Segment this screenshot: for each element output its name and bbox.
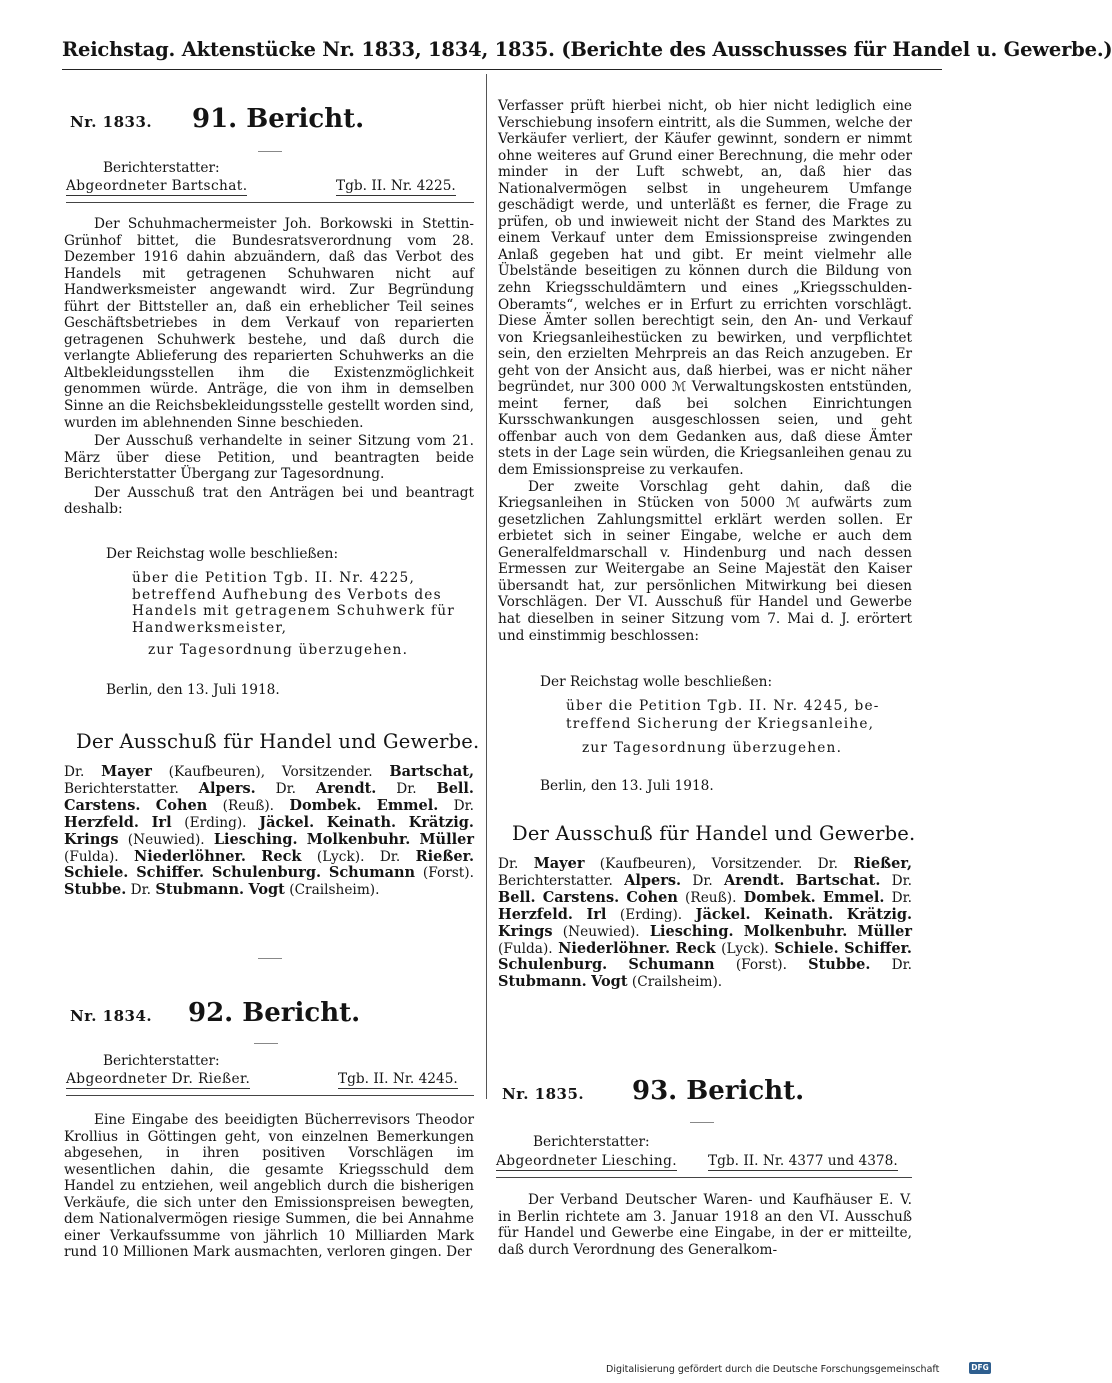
petition-reference: Tgb. II. Nr. 4245. (338, 1071, 458, 1087)
rapporteur-rule (496, 1177, 912, 1178)
column-divider (486, 74, 487, 1099)
resolution-text: treffend Sicherung der Kriegsanleihe, (566, 716, 875, 732)
committee-title: Der Ausschuß für Handel und Gewerbe. (512, 822, 916, 845)
paragraph: Der Ausschuß trat den Anträgen bei und beantragt deshalb: (64, 484, 474, 518)
resolution-text: über die Petition Tgb. II. Nr. 4225, betreffend Aufhebung des Verbots des Handels mit getragenem Schuhwerk für Handwerksmeister, (132, 570, 456, 636)
committee-title: Der Ausschuß für Handel und Gewerbe. (76, 730, 480, 753)
digitization-note: Digitalisierung gefördert durch die Deutsche Forschungsgemeinschaft (606, 1364, 940, 1375)
report-heading-1834 (62, 998, 474, 1030)
title-rule (254, 1043, 278, 1044)
resolution-action: zur Tagesordnung überzugehen. (148, 642, 409, 658)
report-heading-1835 (496, 1076, 912, 1108)
section-rule (258, 958, 282, 959)
report-body-continued (498, 98, 912, 644)
report-body (64, 216, 474, 518)
rapporteur-label: Berichterstatter: (103, 160, 220, 176)
resolution-intro: Der Reichstag wolle beschließen: (540, 674, 773, 690)
report-body (64, 1112, 474, 1261)
paragraph: Der Ausschuß verhandelte in seiner Sitzung vom 21. März über diese Petition, und beantragten beide Berichterstatter Übergang zur Tagesordnung. (64, 433, 474, 483)
rapporteur-label: Berichterstatter: (533, 1134, 650, 1150)
report-date: Berlin, den 13. Juli 1918. (106, 682, 280, 698)
paragraph: Der zweite Vorschlag geht dahin, daß die Kriegsanleihen in Stücken von 5000 ℳ aufwärts zum gesetzlichen Zahlungsmittel erklärt werden sollen. Er erbietet sich in seiner Eingabe, welche er auch dem Generalfeldmarschall v. Hindenburg und nach dessen Ermessen zur Weitergabe an Seine Majestät den Kaiser übersandt hat, zur persönlichen Mitwirkung bei diesen Vorschlägen. Der VI. Ausschuß für Handel und Gewerbe hat dieselben in seiner Sitzung vom 7. Mai d. J. erörtert und einstimmig beschlossen: (498, 478, 912, 644)
rapporteur-rule (66, 202, 474, 203)
report-date: Berlin, den 13. Juli 1918. (540, 778, 714, 794)
report-heading-1833 (62, 104, 474, 136)
rapporteur-rule (66, 1095, 474, 1096)
report-title: 93. Bericht. (632, 1076, 805, 1106)
paragraph: Verfasser prüft hierbei nicht, ob hier nicht lediglich eine Verschiebung insofern eintritt, als die Summen, welche der Verkäufer verliert, der Käufer gewinnt, sondern er nimmt ohne weiteres auf Grund einer Berechnung, die mehr oder minder in der Luft schwebt, an, daß hier das Nationalvermögen selbst in ungeheurem Umfange geschädigt werde, und unterläßt es ferner, die Frage zu prüfen, ob und inwieweit nicht der Stand des Marktes zu einem Verkauf unter dem Emissionspreise zwingenden Anlaß gegeben hat und gibt. Er meint vielmehr alle Übelstände beseitigen zu können durch die Bildung von zehn Kriegsschuldämtern und eines „Kriegsschulden-Oberamts“, welches er in Erfurt zu errichten vorschlägt. Diese Ämter sollen berechtigt sein, den An- und Verkauf von Kriegsanleihestücken zu bewirken, und verpflichtet sein, den erzielten Mehrpreis an das Reich anzugeben. Er geht von der Ansicht aus, daß hierbei, was er nicht näher begründet, nur 300 000 ℳ Verwaltungskosten entstünden, meint ferner, daß bei solchen Einrichtungen Kursschwankungen ausgeschlossen seien, und geht offenbar auch von dem Gedanken aus, daß diese Ämter stets in der Lage sein würden, die Kriegsanleihen genau zu dem Emissionspreise zu verkaufen. (498, 98, 912, 479)
header-rule (62, 69, 942, 70)
rapporteur-name: Abgeordneter Liesching. (496, 1153, 678, 1169)
paragraph: Der Verband Deutscher Waren- und Kaufhäuser E. V. in Berlin richtete am 3. Januar 1918 an den VI. Ausschuß für Handel und Gewerbe eine Eingabe, in der er mitteilte, daß durch Verordnung des Generalkom- (498, 1192, 912, 1258)
report-number: Nr. 1833. (70, 113, 153, 131)
resolution-action: zur Tagesordnung überzugehen. (582, 740, 843, 756)
committee-members: Dr. Mayer (Kaufbeuren), Vorsitzender. Dr. Rießer, Berichterstatter. Alpers. Dr. Arendt. Bartschat. Dr. Bell. Carstens. Cohen (Reuß). Dombek. Emmel. Dr. Herzfeld. Irl (Erding). Jäckel. Keinath. Krätzig. Krings (Neuwied). Liesching. Molkenbuhr. Müller (Fulda). Niederlöhner. Reck (Lyck). Schiele. Schiffer. Schulenburg. Schumann (Forst). Stubbe. Dr. Stubmann. Vogt (Crailsheim). (498, 855, 913, 991)
title-rule (258, 151, 282, 152)
running-head: Reichstag. Aktenstücke Nr. 1833, 1834, 1835. (Berichte des Ausschusses für Handel u. Gewerbe.) (62, 38, 1112, 61)
resolution-text: über die Petition Tgb. II. Nr. 4245, be- (566, 698, 880, 714)
rapporteur-name: Abgeordneter Bartschat. (66, 178, 248, 194)
committee-members: Dr. Mayer (Kaufbeuren), Vorsitzender. Bartschat, Berichterstatter. Alpers. Dr. Arendt. Dr. Bell. Carstens. Cohen (Reuß). Dombek. Emmel. Dr. Herzfeld. Irl (Erding). Jäckel. Keinath. Krätzig. Krings (Neuwied). Liesching. Molkenbuhr. Müller (Fulda). Niederlöhner. Reck (Lyck). Dr. Rießer. Schiele. Schiffer. Schulenburg. Schumann (Forst). Stubbe. Dr. Stubmann. Vogt (Crailsheim). (64, 763, 474, 899)
report-number: Nr. 1834. (70, 1007, 153, 1025)
dfg-logo: DFG (969, 1362, 991, 1374)
report-number: Nr. 1835. (502, 1085, 585, 1103)
rapporteur-label: Berichterstatter: (103, 1053, 220, 1069)
report-title: 92. Bericht. (188, 998, 361, 1028)
report-body (498, 1192, 912, 1258)
title-rule (690, 1122, 714, 1123)
petition-reference: Tgb. II. Nr. 4377 und 4378. (708, 1153, 898, 1169)
paragraph: Eine Eingabe des beeidigten Bücherrevisors Theodor Krollius in Göttingen geht, von einzelnen Bemerkungen abgesehen, in ihren positiven Vorschlägen im wesentlichen dahin, die gesamte Kriegsschuld dem Handel zu entziehen, weil angeblich durch die bisherigen Verkäufe, die sich unter den Emissionspreisen bewegten, dem Nationalvermögen riesige Summen, die bei Annahme einer Verkaufssumme von jährlich 10 Milliarden Mark rund 10 Millionen Mark ausmachten, verloren gingen. Der (64, 1112, 474, 1261)
paragraph: Der Schuhmachermeister Joh. Borkowski in Stettin-Grünhof bittet, die Bundesratsverordnung vom 28. Dezember 1916 dahin abzuändern, daß das Verbot des Handels mit getragenen Schuhwaren nicht auf Handwerksmeister angewandt wird. Zur Begründung führt der Bittsteller an, daß ein erheblicher Teil seines Geschäftsbetriebes in dem Verkauf von reparierten getragenen Schuhwerk bestehe, und daß durch die verlangte Ablieferung des reparierten Schuhwerks an die Altbekleidungsstellen ihm die Existenzmöglichkeit genommen würde. Anträge, die von ihm in demselben Sinne an die Reichsbekleidungsstelle gestellt worden sind, wurden im ablehnenden Sinne beschieden. (64, 216, 474, 431)
resolution-intro: Der Reichstag wolle beschließen: (106, 546, 339, 562)
report-title: 91. Bericht. (192, 104, 365, 134)
rapporteur-name: Abgeordneter Dr. Rießer. (66, 1071, 251, 1087)
petition-reference: Tgb. II. Nr. 4225. (336, 178, 456, 194)
